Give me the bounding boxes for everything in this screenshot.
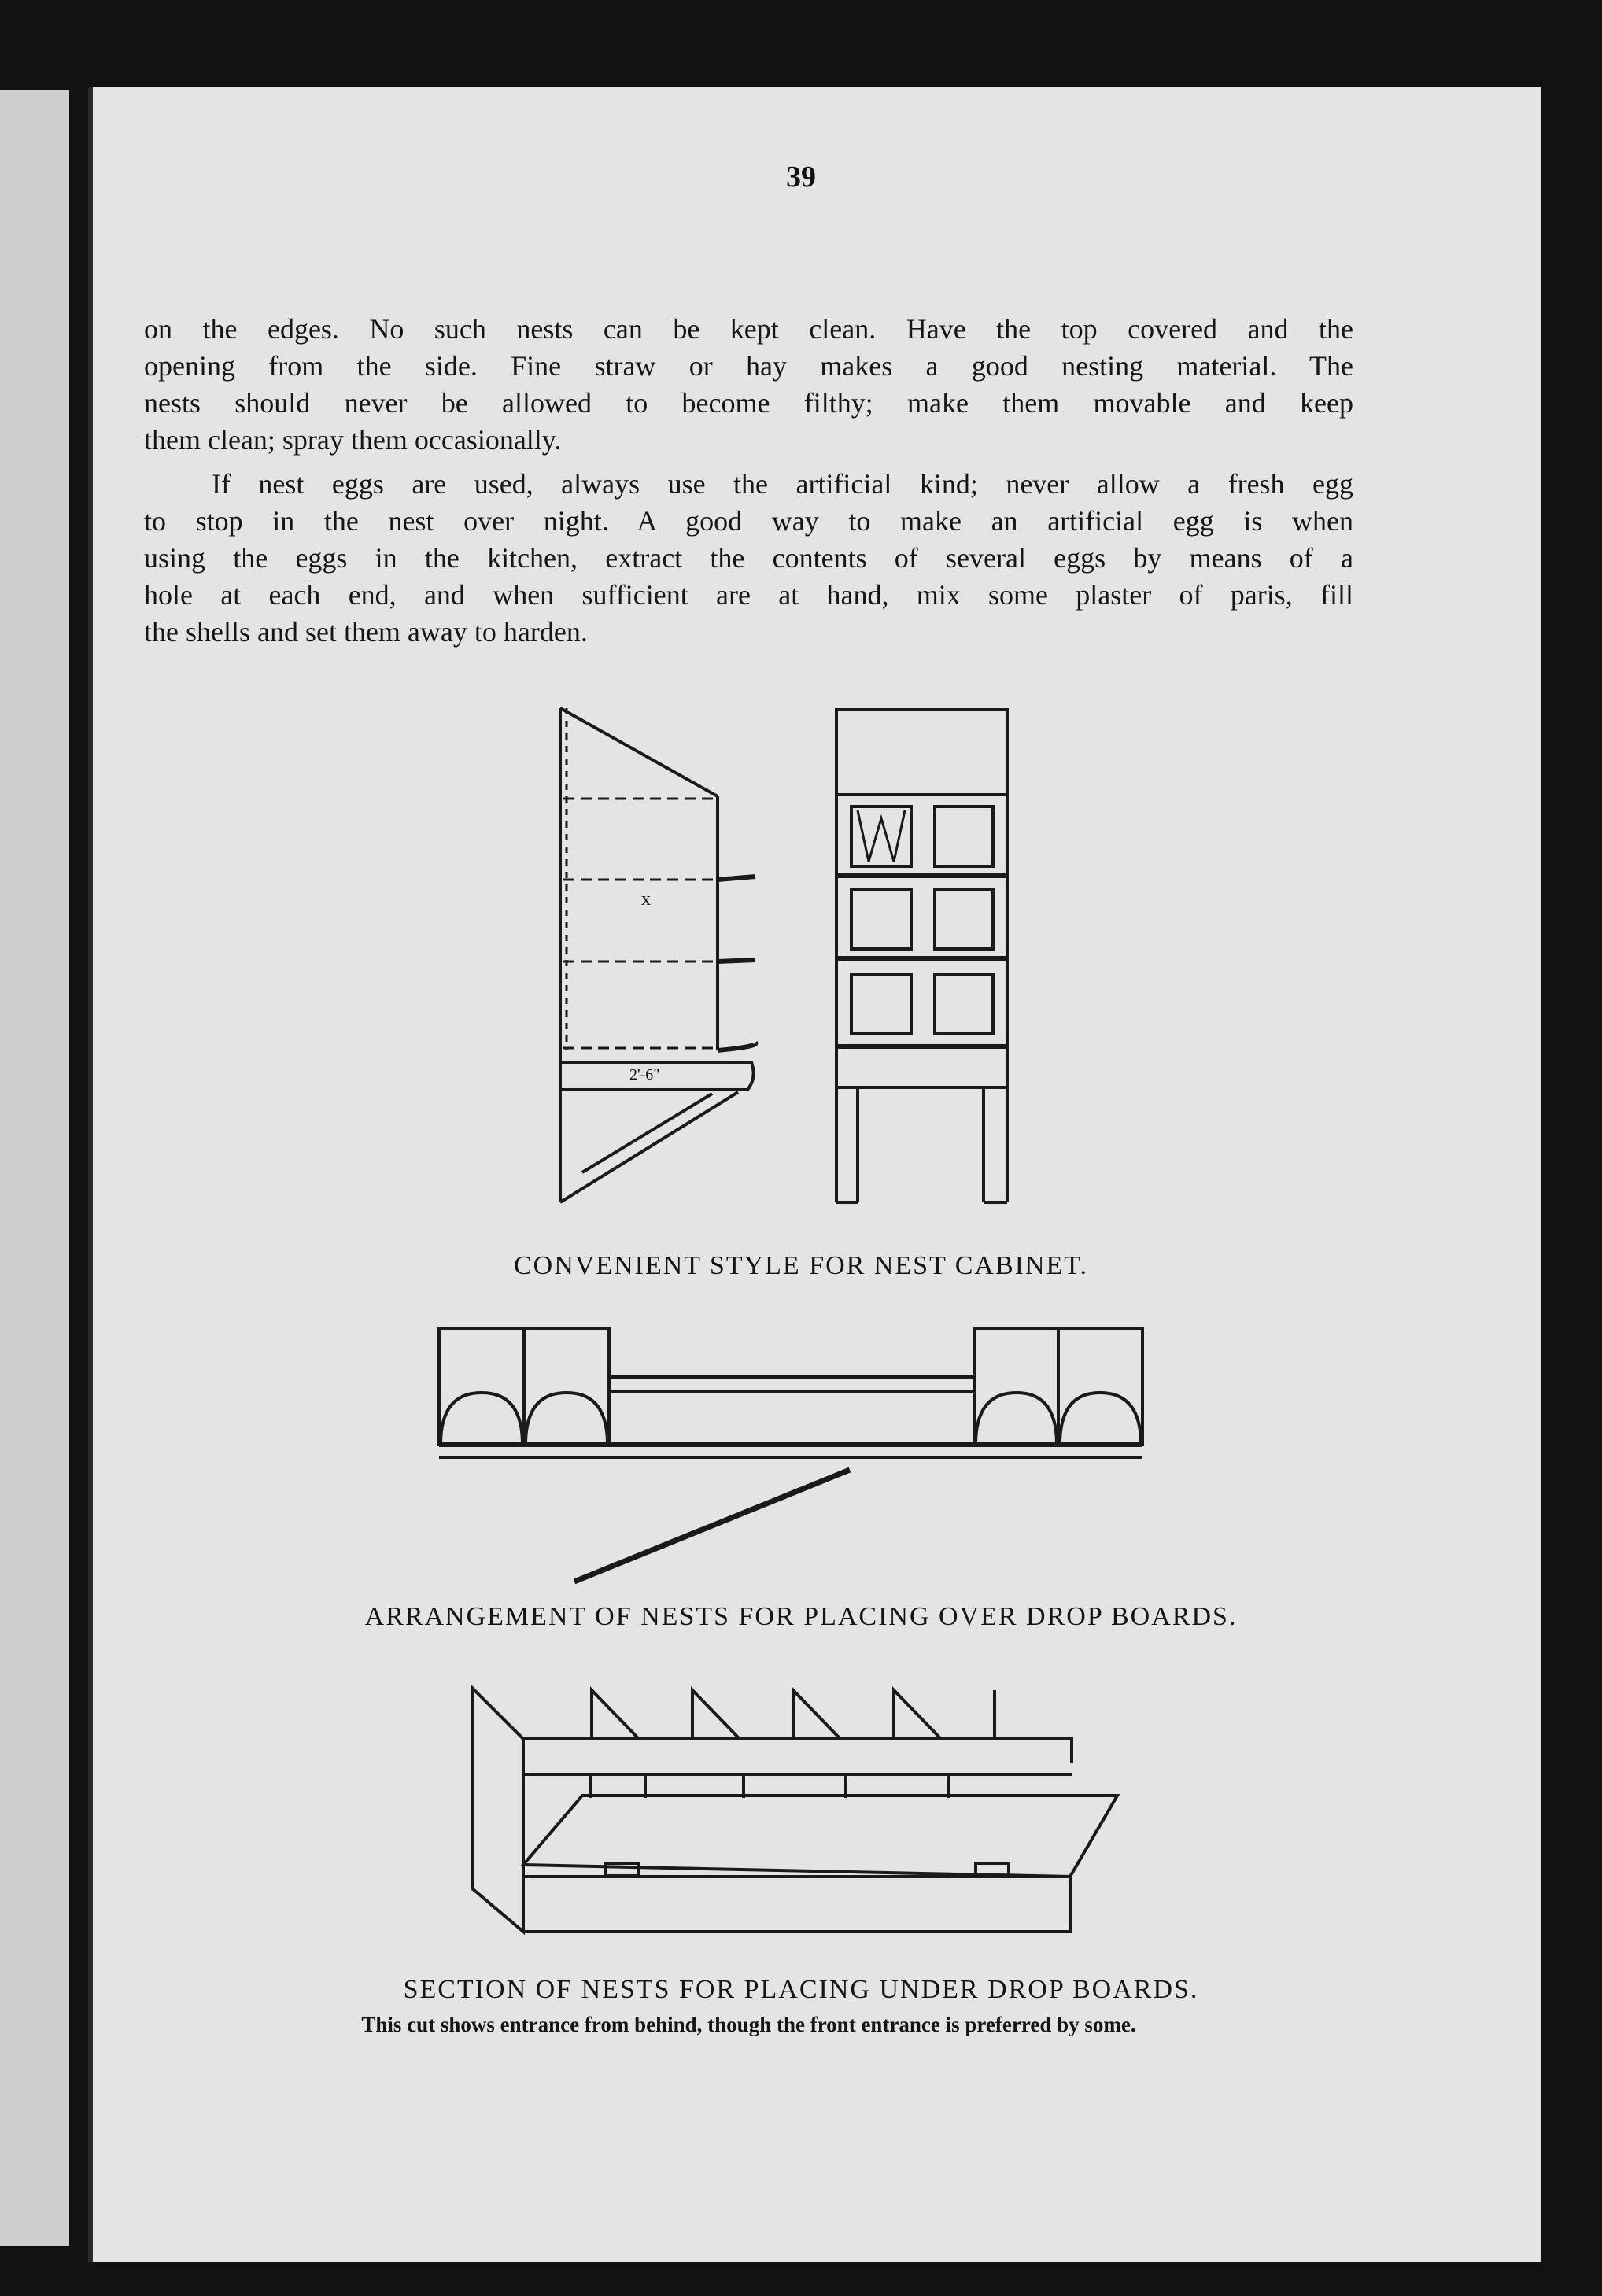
cabinet-center-mark: x (641, 889, 651, 910)
paragraph-2-line: hole at each end, and when sufficient are at hand, mix some plaster of paris, fill (144, 579, 1353, 611)
paragraph-2-line: to stop in the nest over night. A good way to make an artificial egg is when (144, 505, 1353, 537)
paragraph-1-line: on the edges. No such nests can be kept clean. Have the top covered and the (144, 313, 1353, 345)
facing-page-edge (0, 90, 69, 2246)
paragraph-2-line: using the eggs in the kitchen, extract the contents of several eggs by means of a (144, 542, 1353, 574)
figure-2-caption: ARRANGEMENT OF NESTS FOR PLACING OVER DROP BOARDS. (364, 1602, 1238, 1631)
paragraph-1-line: them clean; spray them occasionally. (144, 424, 562, 456)
paragraph-2-line: If nest eggs are used, always use the artificial kind; never allow a fresh egg (212, 468, 1353, 500)
paragraph-1 (144, 311, 1353, 459)
figure-3-note: This cut shows entrance from behind, though the front entrance is preferred by some. (361, 2013, 1136, 2036)
figure-1-caption: CONVENIENT STYLE FOR NEST CABINET. (513, 1251, 1089, 1280)
paragraph-2 (144, 466, 1353, 651)
cabinet-dimension-label: 2'-6" (629, 1066, 660, 1083)
paragraph-1-line: opening from the side. Fine straw or hay makes a good nesting material. The (144, 350, 1353, 382)
paragraph-2-line: the shells and set them away to harden. (144, 616, 588, 648)
figure-3-caption: SECTION OF NESTS FOR PLACING UNDER DROP BOARDS. (403, 1975, 1199, 2004)
paragraph-1-line: nests should never be allowed to become filthy; make them movable and keep (144, 387, 1353, 419)
page-number: 39 (786, 161, 816, 194)
